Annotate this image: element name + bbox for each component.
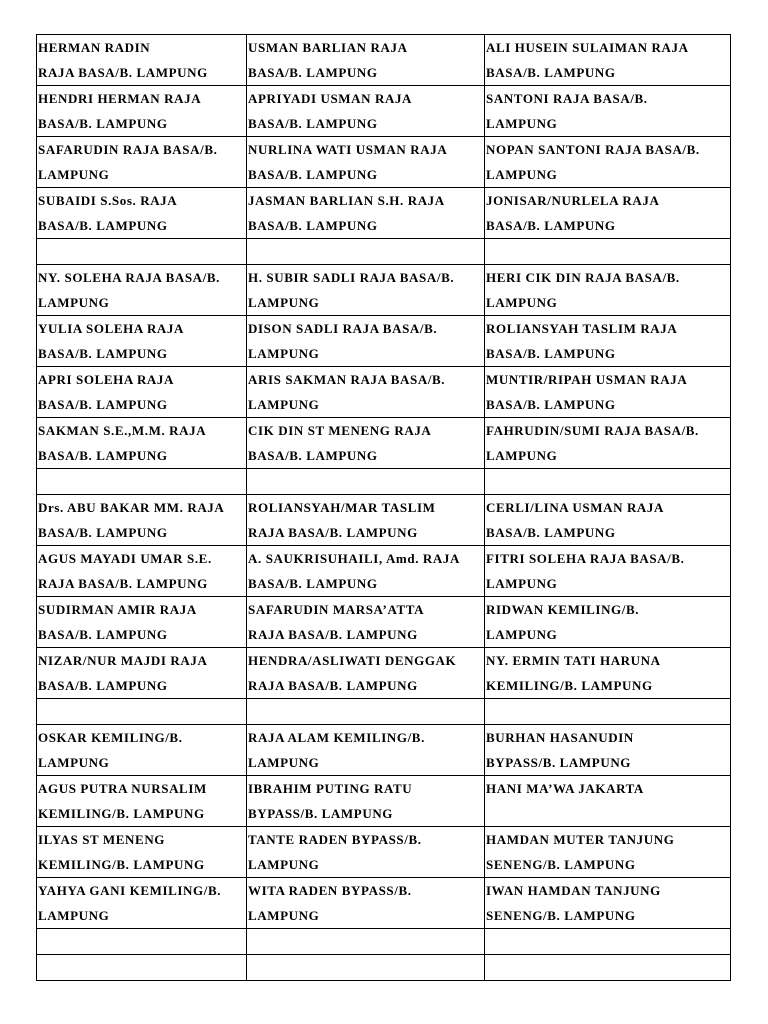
address-line: LAMPUNG: [486, 627, 558, 642]
address-cell: [37, 367, 247, 418]
address-cell: [37, 188, 247, 239]
name-line: NIZAR/NUR MAJDI RAJA: [38, 653, 208, 668]
address-line: RAJA BASA/B. LAMPUNG: [38, 65, 208, 80]
table-row: [37, 265, 731, 316]
blank-cell: [247, 699, 485, 725]
name-line: FAHRUDIN/SUMI RAJA BASA/B.: [486, 423, 699, 438]
table-row: [37, 35, 731, 86]
address-line: LAMPUNG: [248, 397, 320, 412]
blank-cell: [37, 469, 247, 495]
name-line: YAHYA GANI KEMILING/B.: [38, 883, 222, 898]
address-cell: [247, 367, 485, 418]
address-cell: [485, 367, 731, 418]
name-line: JASMAN BARLIAN S.H. RAJA: [248, 193, 445, 208]
name-line: AGUS MAYADI UMAR S.E.: [38, 551, 212, 566]
address-line: LAMPUNG: [486, 116, 558, 131]
address-cell: [247, 495, 485, 546]
address-cell: [485, 35, 731, 86]
address-cell: [485, 86, 731, 137]
name-line: APRIYADI USMAN RAJA: [248, 91, 413, 106]
blank-cell: [37, 239, 247, 265]
address-line: KEMILING/B. LAMPUNG: [38, 806, 205, 821]
address-cell: [485, 137, 731, 188]
address-cell: [247, 137, 485, 188]
blank-cell: [485, 699, 731, 725]
address-cell: [37, 827, 247, 878]
address-cell: [485, 495, 731, 546]
name-line: NURLINA WATI USMAN RAJA: [248, 142, 448, 157]
name-line: CERLI/LINA USMAN RAJA: [486, 500, 665, 515]
name-line: HENDRA/ASLIWATI DENGGAK: [248, 653, 457, 668]
address-label-table: [36, 34, 731, 981]
table-row: [37, 86, 731, 137]
address-line: BASA/B. LAMPUNG: [38, 678, 168, 693]
table-row: [37, 827, 731, 878]
table-row: [37, 137, 731, 188]
name-line: ROLIANSYAH TASLIM RAJA: [486, 321, 678, 336]
address-line: BASA/B. LAMPUNG: [486, 397, 616, 412]
name-line: FITRI SOLEHA RAJA BASA/B.: [486, 551, 685, 566]
name-line: SAFARUDIN RAJA BASA/B.: [38, 142, 218, 157]
table-row: [37, 316, 731, 367]
address-cell: [485, 776, 731, 827]
address-line: LAMPUNG: [248, 346, 320, 361]
name-line: NY. ERMIN TATI HARUNA: [486, 653, 661, 668]
address-line: BASA/B. LAMPUNG: [248, 448, 378, 463]
table-row: [37, 495, 731, 546]
address-cell: [37, 597, 247, 648]
name-line: IWAN HAMDAN TANJUNG: [486, 883, 661, 898]
address-cell: [485, 878, 731, 929]
address-cell: [485, 827, 731, 878]
name-line: NY. SOLEHA RAJA BASA/B.: [38, 270, 221, 285]
address-line: BASA/B. LAMPUNG: [248, 116, 378, 131]
name-line: RAJA ALAM KEMILING/B.: [248, 730, 425, 745]
address-line: RAJA BASA/B. LAMPUNG: [38, 576, 208, 591]
table-row: [37, 546, 731, 597]
address-cell: [37, 725, 247, 776]
name-line: ILYAS ST MENENG: [38, 832, 166, 847]
address-line: BASA/B. LAMPUNG: [486, 346, 616, 361]
address-line: BYPASS/B. LAMPUNG: [486, 755, 632, 770]
address-cell: [247, 827, 485, 878]
address-line: BASA/B. LAMPUNG: [38, 448, 168, 463]
address-line: BASA/B. LAMPUNG: [486, 525, 616, 540]
name-line: TANTE RADEN BYPASS/B.: [248, 832, 422, 847]
name-line: H. SUBIR SADLI RAJA BASA/B.: [248, 270, 455, 285]
address-cell: [485, 316, 731, 367]
address-cell: [37, 265, 247, 316]
address-cell: [247, 725, 485, 776]
address-cell: [37, 776, 247, 827]
blank-cell: [485, 955, 731, 981]
address-line: KEMILING/B. LAMPUNG: [486, 678, 653, 693]
address-line: LAMPUNG: [248, 857, 320, 872]
address-line: BASA/B. LAMPUNG: [38, 346, 168, 361]
address-cell: [247, 86, 485, 137]
blank-cell: [485, 469, 731, 495]
address-line: SENENG/B. LAMPUNG: [486, 857, 636, 872]
name-line: SUBAIDI S.Sos. RAJA: [38, 193, 178, 208]
address-cell: [485, 546, 731, 597]
address-cell: [247, 878, 485, 929]
blank-row: [37, 239, 731, 265]
name-line: ARIS SAKMAN RAJA BASA/B.: [248, 372, 446, 387]
name-line: SAKMAN S.E.,M.M. RAJA: [38, 423, 207, 438]
name-line: APRI SOLEHA RAJA: [38, 372, 175, 387]
address-cell: [247, 418, 485, 469]
address-line: KEMILING/B. LAMPUNG: [38, 857, 205, 872]
name-line: SAFARUDIN MARSA’ATTA: [248, 602, 425, 617]
blank-row: [37, 699, 731, 725]
address-cell: [37, 546, 247, 597]
name-line: NOPAN SANTONI RAJA BASA/B.: [486, 142, 700, 157]
table-row: [37, 367, 731, 418]
name-line: IBRAHIM PUTING RATU: [248, 781, 413, 796]
name-line: Drs. ABU BAKAR MM. RAJA: [38, 500, 225, 515]
address-line: BASA/B. LAMPUNG: [38, 627, 168, 642]
table-row: [37, 648, 731, 699]
address-line: RAJA BASA/B. LAMPUNG: [248, 525, 418, 540]
address-line: SENENG/B. LAMPUNG: [486, 908, 636, 923]
address-line: BASA/B. LAMPUNG: [486, 65, 616, 80]
name-line: AGUS PUTRA NURSALIM: [38, 781, 207, 796]
blank-cell: [37, 699, 247, 725]
address-line: BASA/B. LAMPUNG: [248, 65, 378, 80]
blank-cell: [247, 469, 485, 495]
address-line: RAJA BASA/B. LAMPUNG: [248, 678, 418, 693]
name-line: A. SAUKRISUHAILI, Amd. RAJA: [248, 551, 460, 566]
name-line: DISON SADLI RAJA BASA/B.: [248, 321, 438, 336]
blank-cell: [37, 929, 247, 955]
name-line: HERI CIK DIN RAJA BASA/B.: [486, 270, 680, 285]
address-cell: [485, 725, 731, 776]
address-cell: [247, 546, 485, 597]
address-cell: [37, 495, 247, 546]
table-row: [37, 776, 731, 827]
address-line: LAMPUNG: [486, 448, 558, 463]
name-line: ROLIANSYAH/MAR TASLIM: [248, 500, 436, 515]
table-row: [37, 597, 731, 648]
address-cell: [485, 418, 731, 469]
name-line: YULIA SOLEHA RAJA: [38, 321, 185, 336]
address-line: LAMPUNG: [38, 755, 110, 770]
blank-cell: [247, 955, 485, 981]
blank-cell: [37, 955, 247, 981]
address-line: BASA/B. LAMPUNG: [38, 525, 168, 540]
address-line: BASA/B. LAMPUNG: [248, 576, 378, 591]
address-cell: [37, 418, 247, 469]
address-cell: [247, 648, 485, 699]
blank-row: [37, 469, 731, 495]
address-cell: [247, 597, 485, 648]
address-cell: [485, 597, 731, 648]
blank-cell: [247, 929, 485, 955]
blank-cell: [485, 929, 731, 955]
address-line: BASA/B. LAMPUNG: [248, 218, 378, 233]
address-line: LAMPUNG: [248, 755, 320, 770]
name-line: SANTONI RAJA BASA/B.: [486, 91, 648, 106]
address-cell: [485, 265, 731, 316]
address-line: LAMPUNG: [486, 295, 558, 310]
address-cell: [247, 776, 485, 827]
name-line: CIK DIN ST MENENG RAJA: [248, 423, 432, 438]
name-line: HANI MA’WA JAKARTA: [486, 781, 644, 796]
name-line: RIDWAN KEMILING/B.: [486, 602, 640, 617]
address-cell: [37, 316, 247, 367]
address-line: BASA/B. LAMPUNG: [486, 218, 616, 233]
address-line: LAMPUNG: [38, 908, 110, 923]
address-line: [486, 801, 730, 826]
name-line: ALI HUSEIN SULAIMAN RAJA: [486, 40, 689, 55]
name-line: BURHAN HASANUDIN: [486, 730, 634, 745]
address-cell: [485, 188, 731, 239]
name-line: USMAN BARLIAN RAJA: [248, 40, 408, 55]
address-cell: [247, 316, 485, 367]
address-line: RAJA BASA/B. LAMPUNG: [248, 627, 418, 642]
address-cell: [37, 137, 247, 188]
address-line: BYPASS/B. LAMPUNG: [248, 806, 394, 821]
blank-row: [37, 955, 731, 981]
address-cell: [247, 265, 485, 316]
address-cell: [37, 648, 247, 699]
table-row: [37, 188, 731, 239]
address-line: BASA/B. LAMPUNG: [248, 167, 378, 182]
address-line: LAMPUNG: [38, 295, 110, 310]
address-cell: [247, 35, 485, 86]
table-row: [37, 418, 731, 469]
blank-cell: [485, 239, 731, 265]
name-line: JONISAR/NURLELA RAJA: [486, 193, 660, 208]
address-cell: [37, 86, 247, 137]
table-row: [37, 878, 731, 929]
name-line: SUDIRMAN AMIR RAJA: [38, 602, 197, 617]
name-line: HENDRI HERMAN RAJA: [38, 91, 202, 106]
name-line: WITA RADEN BYPASS/B.: [248, 883, 412, 898]
name-line: HERMAN RADIN: [38, 40, 151, 55]
name-line: MUNTIR/RIPAH USMAN RAJA: [486, 372, 688, 387]
address-line: LAMPUNG: [248, 908, 320, 923]
address-line: LAMPUNG: [248, 295, 320, 310]
address-cell: [37, 878, 247, 929]
table-row: [37, 725, 731, 776]
address-cell: [247, 188, 485, 239]
address-cell: [37, 35, 247, 86]
address-line: BASA/B. LAMPUNG: [38, 116, 168, 131]
address-line: LAMPUNG: [486, 576, 558, 591]
address-line: BASA/B. LAMPUNG: [38, 397, 168, 412]
address-line: BASA/B. LAMPUNG: [38, 218, 168, 233]
name-line: OSKAR KEMILING/B.: [38, 730, 183, 745]
address-label-table-body: [37, 35, 731, 981]
blank-cell: [247, 239, 485, 265]
blank-row: [37, 929, 731, 955]
address-line: LAMPUNG: [486, 167, 558, 182]
address-line: LAMPUNG: [38, 167, 110, 182]
name-line: HAMDAN MUTER TANJUNG: [486, 832, 675, 847]
address-cell: [485, 648, 731, 699]
